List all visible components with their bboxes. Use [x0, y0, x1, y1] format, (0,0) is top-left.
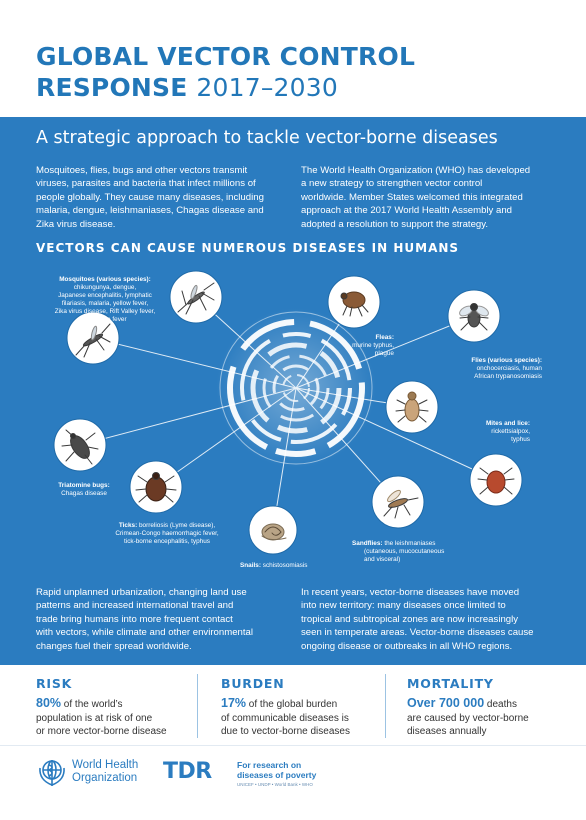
footer-divider: [0, 745, 586, 746]
center-rings: [216, 308, 376, 468]
tdr-logo: TDR: [163, 759, 212, 784]
stats-divider: [385, 674, 386, 738]
risk-value: 80%: [36, 696, 62, 710]
risk-text: 80% of the world’s population is at risk of one or more vector-borne disease: [36, 696, 167, 737]
tdr-sponsors: UNICEF • UNDP • World Bank • WHO: [237, 782, 313, 787]
burden-heading: BURDEN: [221, 676, 285, 691]
title-line1: GLOBAL VECTOR CONTROL: [36, 42, 416, 71]
fleas-label: Fleas: murine typhus, plague: [352, 334, 394, 357]
burden-value: 17%: [221, 696, 247, 710]
triatomine-label: Triatomine bugs: Chagas disease: [58, 482, 110, 497]
flies-label: Flies (various species): onchocerciasis, human African trypanosomiasis: [471, 357, 542, 380]
sandflies-label: Sandflies: the leishmaniases (cutaneous, mucocutaneous and visceral): [352, 540, 445, 563]
snails-label: Snails: schistosomiasis: [240, 562, 308, 569]
stats-divider: [197, 674, 198, 738]
mortality-value: Over 700 000: [407, 696, 485, 710]
intro-heading: A strategic approach to tackle vector-borne diseases: [36, 128, 498, 148]
burden-text: 17% of the global burden of communicable diseases is due to vector-borne diseases: [221, 696, 350, 737]
who-logo-text: World Health Organization: [72, 759, 139, 784]
title-line2: RESPONSE: [36, 73, 188, 102]
context-left-paragraph: Rapid unplanned urbanization, changing land use patterns and increased international travel and trade bring humans into more frequent contact with vectors, while climate and other environmental changes fuel their spread worldwide.: [36, 587, 254, 652]
risk-heading: RISK: [36, 676, 73, 691]
intro-right-paragraph: The World Health Organization (WHO) has developed a new strategy to strengthen vector control worldwide. Member States welcomed this integrated approach at the 2017 World Health Assembly and adopted a resolution to support the strategy.: [301, 165, 531, 230]
mosquitoes-label: Mosquitoes (various species): chikungunya, dengue, Japanese encephalitis, lymphatic filariasis, malaria, yellow fever, Zika virus disease, Rift Valley fever, West Nile fever: [54, 276, 156, 323]
intro-left-paragraph: Mosquitoes, flies, bugs and other vectors transmit viruses, parasites and bacteria that infect millions of people globally. They cause many diseases, including malaria, dengue, leishmaniases, Chagas disease and Zika virus disease.: [36, 165, 264, 230]
ticks-label: Ticks: borreliosis (Lyme disease), Crimean-Congo haemorrhagic fever, tick-borne encephalitis, typhus: [115, 522, 219, 545]
mortality-heading: MORTALITY: [407, 676, 494, 691]
title-years: 2017–2030: [196, 73, 338, 102]
diseases-heading: VECTORS CAN CAUSE NUMEROUS DISEASES IN HUMANS: [36, 241, 460, 255]
who-emblem-icon: [36, 756, 68, 788]
mites-lice-label: Mites and lice: rickettsialpox, typhus: [485, 420, 530, 443]
tdr-tagline: For research on diseases of poverty: [237, 760, 317, 780]
mortality-text: Over 700 000 deaths are caused by vector-borne diseases annually: [407, 696, 529, 737]
context-right-paragraph: In recent years, vector-borne diseases have moved into new territory: many diseases once limited to tropical and subtropical zones are now increasingly seen in temperate areas. Vector-borne diseases cause ongoing disease or outbreaks in all WHO regions.: [301, 587, 534, 652]
